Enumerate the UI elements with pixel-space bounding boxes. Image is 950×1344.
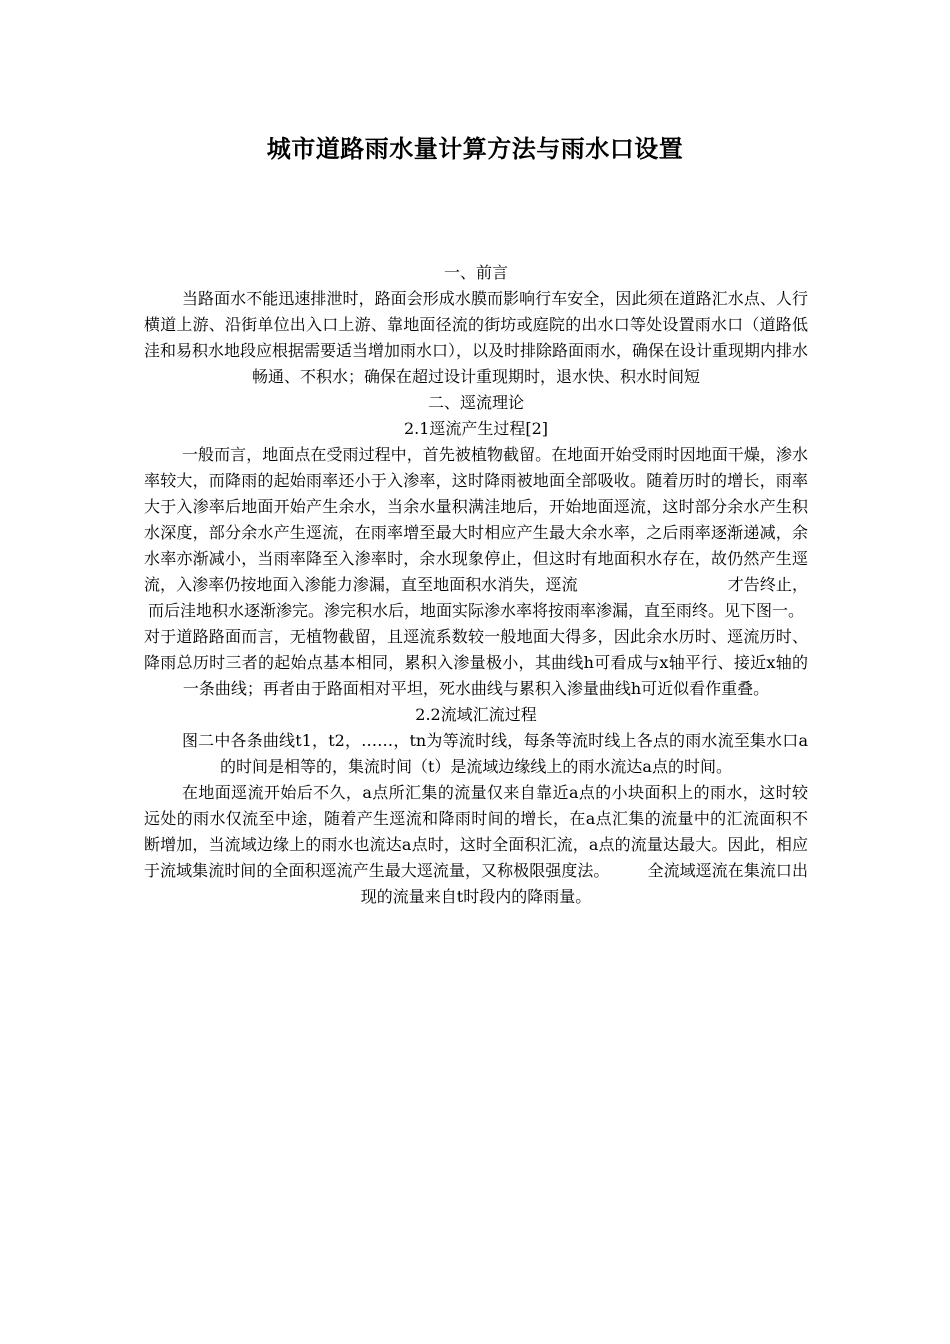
subsection-heading-runoff-generation: 2.1逕流产生过程[2]: [403, 419, 549, 438]
paragraph-limit-intensity: [144, 780, 808, 910]
paragraph-runoff-generation-part-b: 才告终止，而后洼地积水逐渐渗完。渗完积水后，地面实际渗水率将按雨率渗漏，直至雨终。见下图一。: [147, 575, 808, 620]
subsection-heading-basin-confluence: 2.2流域汇流过程: [415, 705, 537, 724]
paragraph-runoff-generation-part-a: 一般而言，地面点在受雨过程中，首先被植物截留。在地面开始受雨时因地面干燥，渗水率较大，而降雨的起始雨率还小于入渗率，这时降雨被地面全部吸收。随着历时的增长，雨率大于入渗率后地面开始产生余水，当余水量积满洼地后，开始地面逕流，这时部分余水产生积水深度，部分余水产生逕流，在雨率增至最大时相应产生最大余水率，之后雨率逐渐递减，余水率亦渐减小，当雨率降至入渗率时，余水现象停止，但这时有地面积水存在，故仍然产生逕流，入渗率仍按地面入渗能力渗漏，直至地面积水消失，逕流: [144, 445, 808, 594]
paragraph-road-surface: 对于道路路面而言，无植物截留，且逕流系数较一般地面大得多，因此余水历时、逕流历时、降雨总历时三者的起始点基本相同，累积入渗量极小，其曲线h可看成与x轴平行、接近x轴的一条曲线；再者由于路面相对平坦，死水曲线与累积入渗量曲线h可近似看作重叠。: [144, 627, 808, 698]
paragraph-runoff-generation: [144, 442, 808, 624]
paragraph-limit-intensity-part-a: 在地面逕流开始后不久，a点所汇集的流量仅来自靠近a点的小块面积上的雨水，这时较远处的雨水仅流至中途，随着产生逕流和降雨时间的增长，在a点汇集的流量中的汇流面积不断增加，当流域边缘上的雨水也流达a点时，这时全面积汇流，a点的流量达最大。因此，相应于流域集流时间的全面积逕流产生最大逕流量，又称极限强度法。: [144, 783, 808, 880]
paragraph-limit-intensity-part-b: 全流域逕流在集流口出现的流量来自t时段内的降雨量。: [360, 861, 808, 906]
paragraph-preface: 当路面水不能迅速排泄时，路面会形成水膜而影响行车安全，因此须在道路汇水点、人行横道上游、沿街单位出入口上游、靠地面径流的街坊或庭院的出水口等处设置雨水口（道路低洼和易积水地段应根据需要适当增加雨水口），以及时排除路面雨水，确保在设计重现期内排水畅通、不积水；确保在超过设计重现期时，退水快、积水时间短: [144, 289, 809, 386]
section-heading-preface: 一、前言: [443, 263, 508, 282]
paragraph-isochrones: 图二中各条曲线t1，t2，……，tn为等流时线，每条等流时线上各点的雨水流至集水口a的时间是相等的，集流时间（t）是流域边缘线上的雨水流达a点的时间。: [182, 731, 808, 776]
document-title: 城市道路雨水量计算方法与雨水口设置: [266, 135, 684, 163]
document-body: [144, 260, 808, 910]
section-heading-runoff-theory: 二、逕流理论: [427, 393, 524, 412]
